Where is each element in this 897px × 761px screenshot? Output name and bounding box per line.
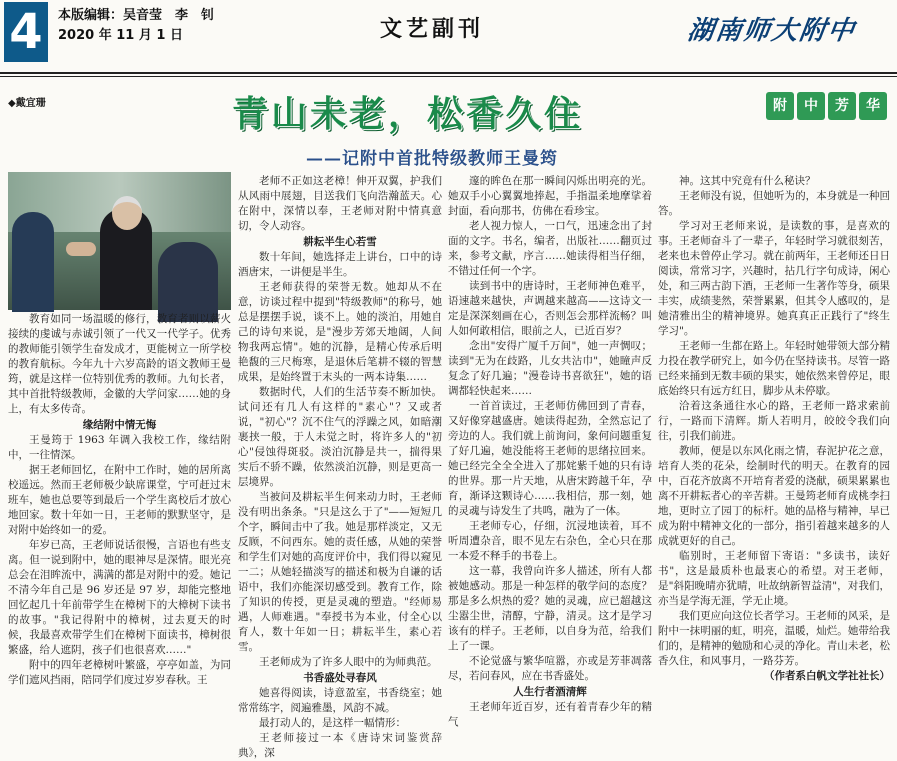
article-paragraph: 她喜得阅读，诗意盈室，书香绕室；她常常练字，阅遍雅墨，风韵不减。 <box>238 687 442 714</box>
seal-char: 中 <box>797 92 825 120</box>
article-paragraph: 这一幕，我曾向许多人描述，所有人都被她感动。那是一种怎样的敬学问的态度？那是多么炽热的爱？她的灵魂，应已超越这尘嚣尘世，清醇，宁静，清灵。这才是学习该有的样子。王老师，以自身为范，给我们上了一课。 <box>448 565 652 652</box>
seal-char: 芳 <box>828 92 856 120</box>
subsection-heading: 人生行者酒清辉 <box>513 686 587 698</box>
photo-student-left <box>12 212 54 312</box>
masthead-rule <box>0 72 897 74</box>
article-paragraph: 不论觉盛与繁华喧嚣，亦或是芳菲凋落尽，若问春风，应在书香盛处。 <box>448 655 652 682</box>
masthead-meta <box>58 6 214 46</box>
article-paragraph: 王老师一生都在路上。年轻时她带领大部分精力投在教学研究上，如今仍在坚持读书。尽管一路已经来捅到无数丰硕的果实，她依然来曾停足，眼底始终只有远方红日，脚步从未停歇。 <box>658 340 890 397</box>
subsection-heading: 书香盛处寻春风 <box>303 672 377 684</box>
issue-date: 2020 年 11 月 1 日 <box>58 28 183 43</box>
article-paragraph: 王曼筠于 1963 年调入我校工作，缘结附中，一往情深。 <box>8 434 231 461</box>
article-column-1 <box>8 312 231 686</box>
article-paragraph: 年岁已高，王老师说话很慢，言语也有些支离。但一说到附中，她的眼神尽是深情。眼光亮总会在泪眸流中，满满的都是对附中的爱。她记不清今年自己是 96 岁还是 97 岁，却能完整地回忆起几十年前带学生在樟树下的大樟树下读书的故事。"我记得附中的樟树，过去夏天的时候，我最喜欢带学生们在樟树下面读书，樟树很繁盛，给人遮阴，孩子们也很喜欢……" <box>8 539 231 656</box>
column-seal <box>766 92 887 120</box>
school-calligraphy: 湖南师大附中 <box>685 16 858 46</box>
seal-char: 华 <box>859 92 887 120</box>
article-column-3 <box>448 174 652 728</box>
article-paragraph: 念出"安得广厦千万间"，她一声惆叹；读到"无为在歧路，儿女共沾巾"，她瞳声反复念了好几遍；"漫卷诗书喜欲狂"，她的语调都轻快起来…… <box>448 340 652 397</box>
article-paragraph: 学习对王老师来说，是读数的事，是喜欢的事。王老师奋斗了一辈子，年轻时学习就很刻苦，老来也未曾停止学习。就在前两年，王老师还日日阅读，常常习字，兴趣时，拈几行字句成诗，闲心处，和三两古韵下酒，王老师一生著作等身，硕果丰实，成绩斐然，荣誉累累，但其令人感叹的，是她清雅出尘的精神境界。她真真正正践行了"终生学习"。 <box>658 220 890 337</box>
editors-line: 本版编辑：吴音莹 李 钊 <box>58 8 215 23</box>
article-headline: 青山未老，松香久住 <box>232 93 584 135</box>
article-paragraph: 王老师没有说，但她听为的，本身就是一种回答。 <box>658 190 890 217</box>
subsection-heading: 耕耘半生心若雪 <box>303 236 377 248</box>
article-paragraph: 王老师专心，仔细，沉浸地读着，耳不听周遭杂音，眼不见左右杂色，全心只在那一本爱不释手的书卷上。 <box>448 520 652 562</box>
article-paragraph: 数十年间，她选择走上讲台，口中的诗酒唐宋，一讲便是半生。 <box>238 251 442 278</box>
photo-student-right <box>158 242 218 322</box>
article-column-4 <box>658 174 890 682</box>
article-paragraph: 老师不正如这老樟！伸开双翼，护我们从风雨中展翅，目送我们飞向浩瀚蓝天。心在附中，深情以奉，王老师对附中情真意切，令人动容。 <box>238 175 442 232</box>
article-paragraph: 当被问及耕耘半生何来动力时，王老师没有明出条条。"只是这么于了"——短短几个字，瞬间击中了我。她是那样淡定，又无反顾，不问西东。她的责任感，从她的荣誉和学生们对她的高度评价中，我们得以窥见一二；从她轻描淡写的描述和极为自谦的话语中，我们亦能深切感受到。教育工作，除了知识的传授，更是灵魂的塑造。"经师易遇，人师难遇。"奉授书为本业，付全心以育人，数十年如一日；耕耘半生，素心若雪。 <box>238 491 442 653</box>
article-paragraph: 一首首读过，王老师仿佛回到了青春，又好像穿越盛唐。她读得起劲，全然忘记了旁边的人。我们就上前询问，象何问题重复了好几遍，她没能将王老师的思绪拉回来。她已经完全全全进入了那姹紫千她的只有诗的世界。那一片天地，从唐宋跨越千年，孕育，渐译这颗诗心……我相信，那一刻，她的灵魂与诗发生了共鸣，融为了一体。 <box>448 400 652 517</box>
article-subheadline: ——记附中首批特级教师王曼筠 <box>306 149 558 169</box>
article-photo <box>8 172 231 310</box>
article-paragraph: 数据时代，人们的生活节奏不断加快。试问还有几人有这样的"素心"？又或者说，"初心"？沉不住气的浮躁之风，如暗潮裹挟一般，于人未觉之时，将许多人的"初心"侵蚀得斑驳。淡泊沉静是共一，揣得果实后不骄不躁，依然淡泊沉静，则是更高一层境界。 <box>238 386 442 488</box>
article-paragraph: 王老师接过一本《唐诗宋词鉴赏辞典》，深 <box>238 732 442 759</box>
article-paragraph: 附中的四年老樟树叶繁盛，亭亭如盖，为同学们遮风挡雨，陪同学们度过岁岁春秋。王 <box>8 659 231 686</box>
article-paragraph: 王老师获得的荣誉无数。她却从不在意，访谈过程中提到"特级教师"的称号，她总是摆摆手说，谈不上。她的淡泊，用她自己的诗句来说，是"漫步芳郊天地阔，人间物我两忘情"。她的沉静，是精心传承后明艳馥的三尺梅寒，是退休后笔耕不辍的智慧成果，是始终置于末头的一两本诗集…… <box>238 281 442 383</box>
photo-teacher-hand <box>66 242 96 256</box>
article-paragraph: 神。这其中究竟有什么秘诀？ <box>679 175 816 187</box>
article-paragraph: 临别时，王老师留下寄语："多读书，读好书"，这是最质朴也最衷心的希望。对王老师，是"斜阳晚晴亦犹晴，吐故纳新智益清"，对我们，亦当是学海无涯，学无止境。 <box>658 550 890 607</box>
article-paragraph: 我们更应向这位长者学习。王老师的风采，是附中一抹明丽的虹，明亮，温暖，灿烂。她带给我们的，是精神的勉励和心灵的净化。青山未老，松香久住，和风事月，一路芬芳。 <box>658 610 890 667</box>
photo-teacher-head <box>112 196 142 230</box>
article-paragraph: 最打动人的，是这样一幅情形： <box>259 717 406 729</box>
article-paragraph: 邃的眸色在那一瞬间闪烁出明亮的光。她双手小心翼翼地捧起，手指温柔地摩挲着封面，看向那书，仿佛在看珍宝。 <box>448 175 652 217</box>
article-paragraph: 读到书中的唐诗时，王老师神色难平，语速越来越快，声调越来越高——这诗文一定是深深刻画在心，否则怎会那样流畅？叫人如何敢相信，眼前之人，已近百岁？ <box>448 280 652 337</box>
article-paragraph: 王老师成为了许多人眼中的为师典范。 <box>259 656 438 668</box>
author-byline: ◆戴宜珊 <box>8 98 46 109</box>
section-title: 文艺副刊 <box>380 16 485 42</box>
seal-char: 附 <box>766 92 794 120</box>
article-column-2 <box>238 174 442 759</box>
masthead-rule-thin <box>0 76 897 77</box>
article-paragraph: 洽着这条通往水心的路，王老师一路求索前行，一路而下清辉。斯人若明月，皎皎令我们向往，引我们前进。 <box>658 400 890 442</box>
article-paragraph: 老人视力惊人，一口气，迅速念出了封面的文字。书名，编者，出版社……翻页过来，参考文献，序言……她读得相当仔细，不错过任何一个字。 <box>448 220 652 277</box>
page-number: 4 <box>4 2 48 62</box>
subsection-heading: 缘结附中情无悔 <box>82 419 157 431</box>
article-paragraph: 王老师年近百岁，还有着青春少年的精气 <box>448 701 652 728</box>
article-paragraph: 教育如同一场温暖的修行，教育者则以薪火接续的虔诚与赤诚引领了一代又一代学子。优秀的教师能引领学生奋发成才，更能树立一所学校的教育航标。今年九十六岁高龄的语文教师王曼筠，就是这样一位特别优秀的教师。九旬长者，其中首批特级教师，金徽的大学问家……她的身上，有太多传奇。 <box>8 313 231 415</box>
article-paragraph: 据王老师回忆，在附中工作时，她的居所离校遥远。然而王老师极少缺席课堂，宁可赶过末班车，她也总要等到最后一个学生离校后才放心地回家。数十年如一日，王老师的默默坚守，是对附中始终如一的爱。 <box>8 464 231 536</box>
article-paragraph: 教师，便是以东风化雨之情，春泥护花之意，培育人类的花朵，绘制时代的明天。在教育的园中，百花齐放离不开培育者爱的浇献，硕果累累也离不开耕耘者心的辛苦耕。王曼筠老师育成桃李扫地，更时立了园丁的标杆。她的品格与精神，早已成为附中精神文化的一部分，指引着越来越多的人成就更好的自己。 <box>658 445 890 547</box>
author-credit: （作者系白帆文学社社长） <box>764 670 890 682</box>
